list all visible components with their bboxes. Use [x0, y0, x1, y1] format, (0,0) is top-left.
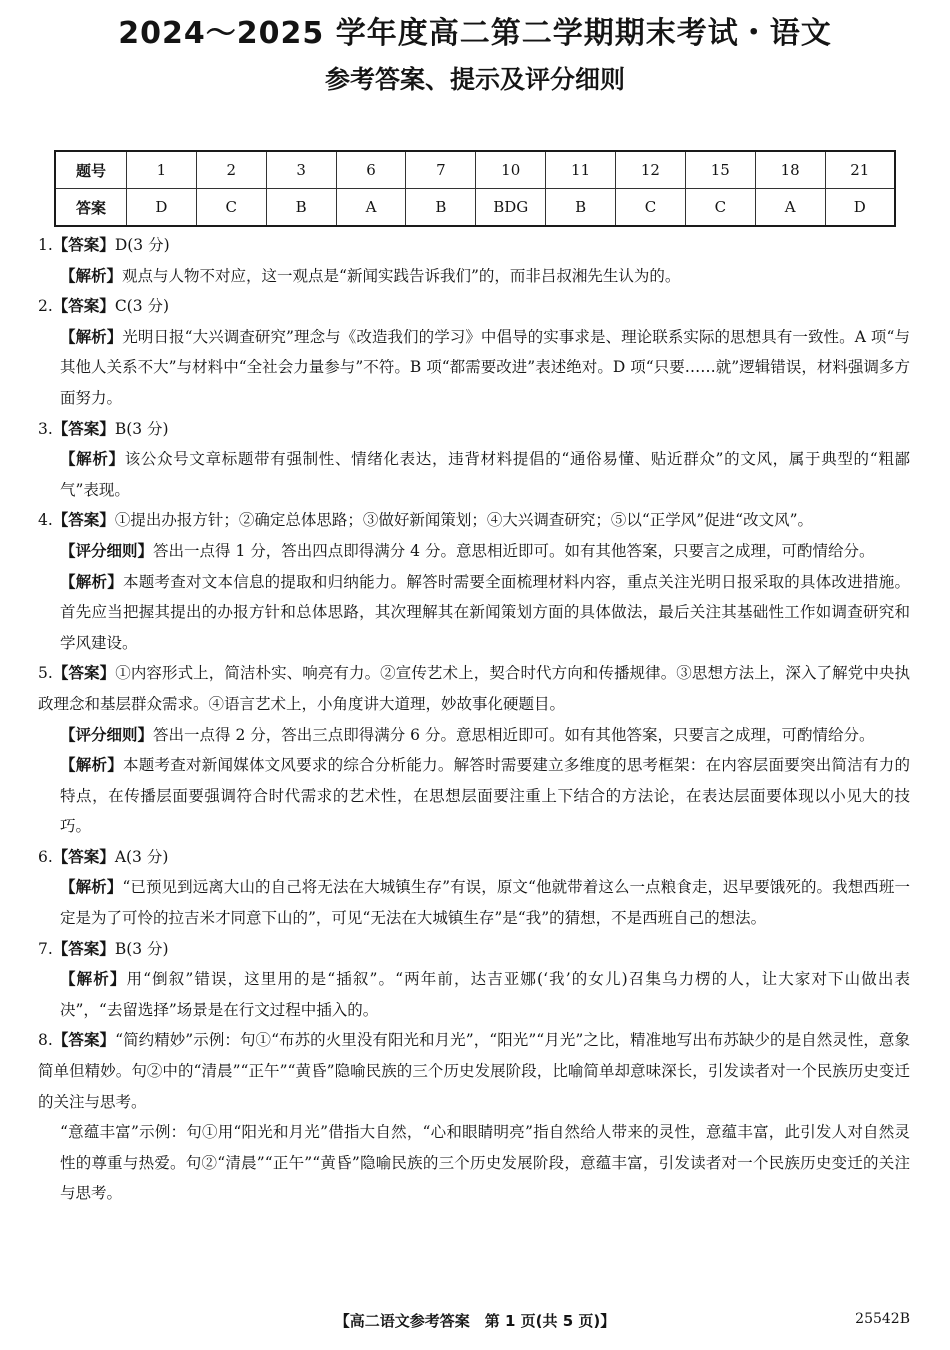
paragraph-text: 光明日报“大兴调查研究”理念与《改造我们的学习》中倡导的实事求是、理论联系实际的思想具有一致性。A 项“与其他人关系不大”与材料中“全社会力量参与”不符。B 项“都需要改进”表述绝对。D 项“只要……就”逻辑错误，材料强调多方面努力。	[60, 327, 910, 407]
analysis-paragraph	[38, 444, 910, 505]
analysis-paragraph	[38, 261, 910, 292]
question-number: 12	[616, 151, 686, 189]
section-label: 【解析】	[60, 756, 123, 775]
question-number: 15	[685, 151, 755, 189]
paragraph-text: 本题考查对新闻媒体文风要求的综合分析能力。解答时需要建立多维度的思考框架：在内容层面要突出简洁有力的特点，在传播层面要强调符合时代需求的艺术性，在思想层面要注重上下结合的方法论，在表达层面要体现以小见大的技巧。	[60, 756, 910, 836]
answer-paragraph	[38, 414, 910, 445]
scoring-paragraph	[38, 536, 910, 567]
section-label: 【答案】	[52, 419, 115, 438]
row-header: 题号	[55, 151, 127, 189]
section-label: 【解析】	[60, 266, 123, 285]
answer-paragraph	[38, 842, 910, 873]
question-number: 2.	[38, 297, 53, 316]
paragraph-text: B(3 分)	[114, 419, 169, 438]
section-label: 【答案】	[52, 1031, 116, 1050]
section-label: 【解析】	[60, 450, 125, 469]
answer-cell: C	[616, 189, 686, 227]
analysis-paragraph	[38, 964, 910, 1025]
answer-cell: B	[266, 189, 336, 227]
answer-cell: C	[685, 189, 755, 227]
question-number: 1.	[38, 236, 53, 254]
answer-paragraph	[38, 1025, 910, 1117]
question-number: 2	[196, 151, 266, 189]
question-number: 3	[266, 151, 336, 189]
question-number: 1	[127, 151, 197, 189]
question-number: 10	[476, 151, 546, 189]
answer-cell: A	[336, 189, 406, 227]
answer-cell: B	[546, 189, 616, 227]
answer-cell: A	[755, 189, 825, 227]
answer-example-paragraph	[38, 1117, 910, 1209]
paragraph-text: A(3 分)	[114, 847, 169, 866]
question-number: 18	[755, 151, 825, 189]
answer-paragraph	[38, 291, 910, 322]
analysis-paragraph	[38, 872, 910, 933]
question-number: 11	[546, 151, 616, 189]
question-number: 6.	[38, 847, 53, 866]
paragraph-text: 用“倒叙”错误，这里用的是“插叙”。“两年前，达吉亚娜(‘我’的女儿)召集乌力楞的人，让大家对下山做出表决”，“去留选择”场景是在行文过程中插入的。	[60, 970, 910, 1019]
section-label: 【解析】	[60, 970, 127, 989]
section-label: 【答案】	[52, 939, 115, 958]
answer-explanations	[38, 230, 910, 1209]
analysis-paragraph	[38, 750, 910, 842]
page-title: 2024～2025 学年度高二第二学期期末考试・语文	[118, 16, 832, 51]
paragraph-text: B(3 分)	[114, 939, 169, 958]
question-number: 7.	[38, 939, 53, 958]
question-number: 6	[336, 151, 406, 189]
question-number: 7	[406, 151, 476, 189]
paragraph-text: D(3 分)	[114, 236, 170, 254]
answer-cell: D	[127, 189, 197, 227]
row-header: 答案	[55, 189, 127, 227]
paragraph-text: 本题考查对文本信息的提取和归纳能力。解答时需要全面梳理材料内容，重点关注光明日报采取的具体改进措施。首先应当把握其提出的办报方针和总体思路，其次理解其在新闻策划方面的具体做法，最后关注其基础性工作如调查研究和学风建设。	[60, 572, 910, 652]
answer-cell: B	[406, 189, 476, 227]
answer-cell: BDG	[476, 189, 546, 227]
paragraph-text: C(3 分)	[114, 297, 170, 316]
analysis-paragraph	[38, 567, 910, 659]
section-label: 【解析】	[60, 327, 123, 346]
section-label: 【解析】	[60, 572, 123, 591]
question-number-row	[55, 151, 895, 189]
answer-paragraph	[38, 230, 910, 261]
answer-cell: D	[825, 189, 895, 227]
paragraph-text: ①提出办报方针；②确定总体思路；③做好新闻策划；④大兴调查研究；⑤以“正学风”促进“改文风”。	[114, 511, 814, 530]
page-subtitle: 参考答案、提示及评分细则	[324, 65, 625, 94]
question-number: 3.	[38, 419, 53, 438]
paragraph-text: 答出一点得 2 分，答出三点即得满分 6 分。意思相近即可。如有其他答案，只要言之成理，可酌情给分。	[153, 725, 875, 744]
paragraph-text: “意蕴丰富”示例：句①用“阳光和月光”借指大自然，“心和眼睛明亮”指自然给人带来的灵性，意蕴丰富，此引发人对自然灵性的尊重与热爱。句②“清晨”“正午”“黄昏”隐喻民族的三个历史发展阶段，意蕴丰富，引发读者对一个民族历史变迁的关注与思考。	[60, 1123, 910, 1203]
section-label: 【评分细则】	[60, 725, 154, 744]
question-number: 5.	[38, 664, 53, 683]
paragraph-text: ①内容形式上，简洁朴实、响亮有力。②宣传艺术上，契合时代方向和传播规律。③思想方法上，深入了解党中央执政理念和基层群众需求。④语言艺术上，小角度讲大道理，妙故事化硬题目。	[38, 664, 910, 713]
scoring-paragraph	[38, 720, 910, 751]
section-label: 【答案】	[52, 297, 115, 316]
paragraph-text: 答出一点得 1 分，答出四点即得满分 4 分。意思相近即可。如有其他答案，只要言之成理，可酌情给分。	[153, 541, 875, 560]
section-label: 【解析】	[60, 878, 123, 897]
page-footer: 【高二语文参考答案 第 1 页(共 5 页)】	[334, 1312, 616, 1330]
answer-paragraph	[38, 934, 910, 965]
answer-table	[54, 150, 896, 227]
answer-cell: C	[196, 189, 266, 227]
section-label: 【答案】	[52, 847, 115, 866]
answer-paragraph	[38, 505, 910, 536]
section-label: 【答案】	[52, 511, 115, 530]
question-number: 21	[825, 151, 895, 189]
section-label: 【答案】	[52, 664, 116, 683]
paragraph-text: 观点与人物不对应，这一观点是“新闻实践告诉我们”的，而非吕叔湘先生认为的。	[122, 266, 681, 285]
paragraph-text: 该公众号文章标题带有强制性、情绪化表达，违背材料提倡的“通俗易懂、贴近群众”的文风，属于典型的“粗鄙气”表现。	[60, 450, 910, 499]
analysis-paragraph	[38, 322, 910, 414]
paragraph-text: “简约精妙”示例：句①“布苏的火里没有阳光和月光”，“阳光”“月光”之比，精准地写出布苏缺少的是自然灵性，意象简单但精妙。句②中的“清晨”“正午”“黄昏”隐喻民族的三个历史发展阶段，比喻简单却意味深长，引发读者对一个民族历史变迁的关注与思考。	[38, 1031, 910, 1111]
question-number: 8.	[38, 1031, 53, 1050]
section-label: 【评分细则】	[60, 541, 154, 560]
answer-paragraph	[38, 658, 910, 719]
question-number: 4.	[38, 511, 53, 530]
section-label: 【答案】	[52, 236, 115, 254]
answer-row	[55, 189, 895, 227]
paper-code: 25542B	[855, 1311, 910, 1327]
paragraph-text: “已预见到远离大山的自己将无法在大城镇生存”有误，原文“他就带着这么一点粮食走，迟早要饿死的。我想西班一定是为了可怜的拉吉米才同意下山的”，可见“无法在大城镇生存”是“我”的猜想，不是西班自己的想法。	[60, 878, 910, 928]
